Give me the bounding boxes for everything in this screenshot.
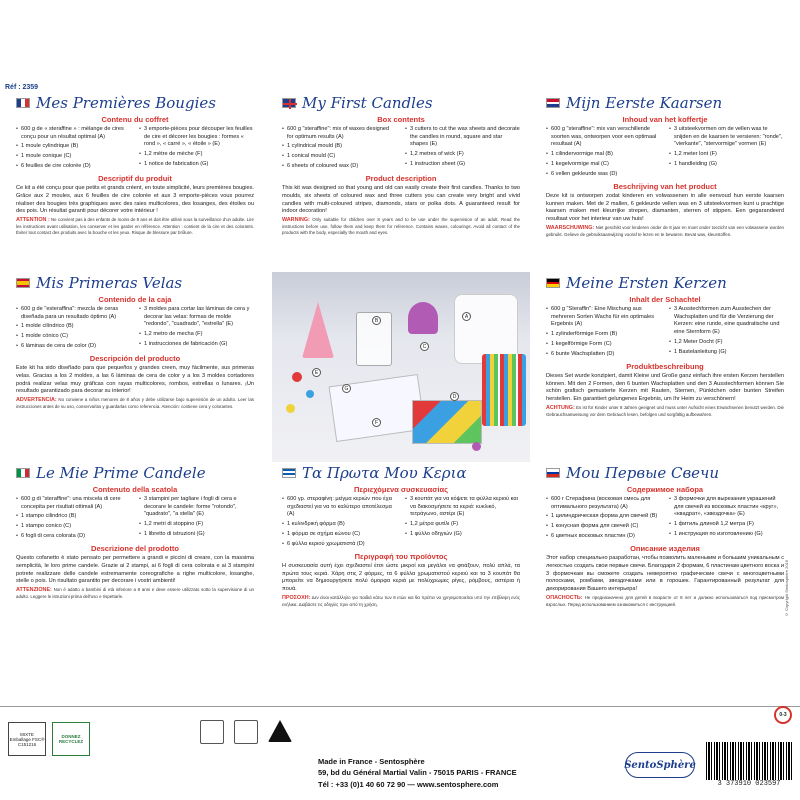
warning-text-es: No conviene a niños menores de 8 años y debe utilizarse bajo supervisión de un adulto. Leer las instrucciones antes de su uso, conservarlas y guardarlas como referencia. Atención: contiene cera y colorantes. <box>16 397 254 410</box>
warning-label-fr: ATTENTION : <box>16 217 50 224</box>
list-item: • 1,2 metri di stoppino (F) <box>139 521 254 529</box>
list-item: • 1 cilindervormige mal (B) <box>546 151 661 159</box>
list-item: • 6 feuilles de cire colorée (D) <box>16 163 131 171</box>
list-item: • 1 φόρμα σε σχήμα κώνου (C) <box>282 531 397 539</box>
description-es: Este kit ha sido diseñado para que pequeños y grandes creen, muy fácilmente, sus primeras velas. Gracias a los 2 moldes, a las 6 láminas de cera de color y a los 3 moldes cortadores podrá realizar velas muy gráficas con rayas multicolores, rombos, estrellas o lunares. ¡Un resultado garantizado para decorar su interior! <box>16 365 254 395</box>
warning-de <box>534 404 796 418</box>
barcode-number: 3 373910 023597 <box>717 780 781 788</box>
photo-label: F <box>372 418 381 427</box>
title-en: My First Candles <box>302 94 433 112</box>
list-item: • 1 инструкция по изготовлению (G) <box>669 531 784 539</box>
safety-pictograms <box>200 720 292 744</box>
contents-heading-es: Contenido de la caja <box>98 295 172 304</box>
title-gr: Τα Πρωτα Μου Κερια <box>302 464 467 482</box>
description-heading-nl: Beschrijving van het product <box>613 181 717 191</box>
warning-text-en: Only suitable for children over 8 years and to be use under the supervision of an adult. Read the instructions before use, follow them and keep them for reference. Contains waxes, colourings. Avoid all contact of the products with the body, especially the mouth and eyes. <box>282 217 520 235</box>
list-item: • 1 φύλλο οδηγιών (G) <box>405 531 520 539</box>
contents-left-en <box>282 126 397 173</box>
list-item: • 600 g di "steraffine": una miscela di cere concepita per risultati ottimali (A) <box>16 496 131 511</box>
contents-left-es <box>16 306 131 353</box>
sentosphere-logo: SentoSphère <box>625 752 695 778</box>
contact: Tél : +33 (0)1 40 60 72 90 — www.sentosphere.com <box>318 779 499 789</box>
list-item: • 600 γρ. στεραφίνη: μείγμα κεριών που έχει σχεδιαστεί για να το καλύτερο αποτέλεσμα (A) <box>282 496 397 519</box>
flag-uk-icon <box>282 98 296 108</box>
contents-left-ru <box>546 496 661 543</box>
made-in-france: Made in France - Sentosphère <box>318 757 425 766</box>
contents-right-nl <box>669 126 784 181</box>
description-heading-gr: Περιγραφή του προϊόντος <box>354 551 448 561</box>
contents-list-es <box>4 306 266 353</box>
warning-text-fr: Ne convient pas à des enfants de moins de 8 ans et doit être utilisé sous la surveillance d'un adulte. Lire les instructions avant utilisation, les conserver et les garder en référence. Attention : contient de la cire et des colorants. Éviter tout contact des produits avec la bouche et les yeux. Risque de blessure par brûlure. <box>16 217 254 235</box>
warning-label-nl: WAARSCHUWING: <box>546 224 595 231</box>
warning-ru <box>534 594 796 608</box>
fsc-logo-icon <box>8 722 46 756</box>
contents-heading-de: Inhalt der Schachtel <box>629 295 701 304</box>
list-item: • 1,2 μέτρα φυτίλι (F) <box>405 521 520 529</box>
cone-mould-image <box>408 302 438 334</box>
list-item: • 1 handleiding (G) <box>669 161 784 169</box>
warning-fr <box>4 216 266 235</box>
list-item: • 1 конусная форма для свечей (C) <box>546 523 661 531</box>
top-margin <box>0 0 800 62</box>
panel-ru <box>534 462 796 608</box>
warning-text-de: Es ist für Kinder unter 8 Jahren geeignet und muss unter Aufsicht eines Erwachsenen benutzt werden. Die Gebrauchsanweisung vor dem Gebrauch lesen, befolgen und sorgfältig aufbewahren. <box>546 404 784 417</box>
age-warning-icon: 0-3 <box>774 706 792 724</box>
contents-list-de <box>534 306 796 361</box>
panel-en <box>270 92 532 236</box>
contents-heading-gr: Περιεχόμενα συσκευασίας <box>354 485 448 494</box>
list-item: • 1 moule cylindrique (B) <box>16 143 131 151</box>
lang-heading-de <box>546 272 796 294</box>
title-ru: Мои Первые Свечи <box>566 464 720 482</box>
list-item: • 6 fogli di cera colorata (D) <box>16 533 131 541</box>
flag-gr-icon <box>282 468 296 478</box>
contents-right-it <box>139 496 254 543</box>
contents-heading-ru: Содержимое набора <box>626 485 704 494</box>
list-item: • 1,2 metro de mecha (F) <box>139 331 254 339</box>
list-item: • 1 molde cónico (C) <box>16 333 131 341</box>
description-en: This kit was designed so that young and old can easily create their first candles. Thanks to two moulds, six sheets of coloured wax and three cutters you can create very bright and vivid candles with multi-coloured stripes, diamonds, stars or polka dots. A guaranteed result for indoor decoration! <box>282 185 520 215</box>
contents-list-gr <box>270 496 532 551</box>
warning-label-es: ADVERTENCIA: <box>16 397 57 404</box>
panel-fr <box>4 92 266 236</box>
contents-right-gr <box>405 496 520 551</box>
contents-heading-it: Contenuto della scatola <box>92 485 178 494</box>
warning-en <box>270 216 532 235</box>
panel-nl <box>534 92 796 237</box>
contents-left-nl <box>546 126 661 181</box>
list-item: • 3 moldes para cortar las láminas de cera y decorar las velas: formas de molde "redondo", "cuadrado", "estrella" (E) <box>139 306 254 329</box>
list-item: • 600 g "Steraffin": Eine Mischung aus mehreren Sorten Wachs für ein optimales Ergebnis (A) <box>546 306 661 329</box>
warning-gr <box>270 594 532 608</box>
list-item: • 3 uitsteekvormen om de vellen was te snijden en de kaarsen te versieren: "ronde", "vierkante", "stervormige" vormen (E) <box>669 126 784 149</box>
title-de: Meine Ersten Kerzen <box>566 274 727 292</box>
contents-left-de <box>546 306 661 361</box>
list-item: • 1 instruction sheet (G) <box>405 161 520 169</box>
list-item: • 600 g "steraffine": mix van verschillende soorten was, ontworpen voor een optimaal resultaat (A) <box>546 126 661 149</box>
wax-sheets-image <box>412 400 482 444</box>
barcode-bars-icon <box>706 742 792 780</box>
striped-candle-image <box>482 354 526 426</box>
lang-heading-nl <box>546 92 796 114</box>
warning-text-it: Non è adatto a bambini di età inferiore a 8 anni e deve essere utilizzato sotto la supervisione di un adulto. Leggere le istruzioni prima dell'uso e rispettarle. <box>16 587 254 600</box>
manufacturer-block <box>318 756 517 790</box>
flag-it-icon <box>16 468 30 478</box>
list-item: • 1 фитиль длиной 1,2 метра (F) <box>669 521 784 529</box>
list-item: • 600 g "steraffine": mix of waxes designed for optimum results (A) <box>282 126 397 141</box>
contents-right-ru <box>669 496 784 543</box>
contents-heading-fr: Contenu du coffret <box>101 115 169 124</box>
list-item: • 1 cylindrical mould (B) <box>282 143 397 151</box>
list-item: • 1 цилиндрическая форма для свечей (B) <box>546 513 661 521</box>
contents-list-fr <box>4 126 266 173</box>
confetti-image <box>292 372 302 382</box>
warning-nl <box>534 224 796 238</box>
list-item: • 3 Ausstechformen zum Ausstechen der Wachsplatten und für die Verzierung der Kerzen: eine runde, eine quadratische und eine Sternform (E) <box>669 306 784 336</box>
footer-divider <box>0 706 800 707</box>
list-item: • 3 формочки для вырезания украшений для свечей из восковых пластин «круг», «квадрат», «звездочка» (E) <box>669 496 784 519</box>
list-item: • 1 conical mould (C) <box>282 153 397 161</box>
description-it: Questo cofanetto è stato pensato per permettere a grandi e piccini di creare, con la massima semplicità, le loro prime candele. Grazie ai 2 stampi, ai 6 fogli di cera colorata e ai 3 stampini potrete realizzare delle candele estremamente coreografiche a righe multicolore, losanghe, stelle o pois. Un risultato garantito per decorare i vostri ambienti! <box>16 555 254 585</box>
address: 59, bd du Général Martial Valin - 75015 PARIS - FRANCE <box>318 768 517 778</box>
lang-heading-en <box>282 92 532 114</box>
flag-es-icon <box>16 278 30 288</box>
contents-right-de <box>669 306 784 361</box>
description-heading-de: Produktbeschreibung <box>626 361 704 371</box>
contents-right-fr <box>139 126 254 173</box>
eye-protection-icon <box>234 720 258 744</box>
list-item: • 6 цветных восковых пластин (D) <box>546 533 661 541</box>
list-item: • 600 g de "esteraffina": mezcla de ceras diseñada para un resultado óptimo (A) <box>16 306 131 321</box>
list-item: • 1 molde cilíndrico (B) <box>16 323 131 331</box>
barcode <box>706 742 792 794</box>
contents-left-gr <box>282 496 397 551</box>
panel-it <box>4 462 266 600</box>
photo-label: E <box>312 368 321 377</box>
warning-text-gr: Δεν είναι κατάλληλο για παιδιά κάτω των 8 ετών και θα πρέπει να χρησιμοποιείται υπό την επίβλεψη ενός ενήλικα. Διαβάστε τις οδηγίες πριν από τη χρήση. <box>282 594 520 607</box>
photo-label: G <box>342 384 351 393</box>
photo-label: B <box>372 316 381 325</box>
flag-de-icon <box>546 278 560 288</box>
fsc-text: MIXTE Emballage FSC® C151216 <box>9 731 45 747</box>
confetti-image <box>286 404 295 413</box>
panel-de <box>534 272 796 417</box>
description-nl: Deze kit is ontworpen zodat kinderen en volwassenen in alle eenvoud hun eerste kaarsen kunnen maken. Met de 2 mallen, 6 gekleurde vellen was en 3 uitsteekvormen kunt u prachtige kaarsen maken met kleurrijke strepen, diamanten, sterren of stippen. Een gegarandeerd resultaat voor het interieur van uw huis! <box>546 192 784 222</box>
flag-ru-icon <box>546 468 560 478</box>
contents-list-it <box>4 496 266 543</box>
title-nl: Mijn Eerste Kaarsen <box>566 94 723 112</box>
warning-es <box>4 396 266 410</box>
list-item: • 600 g de « steraffine » : mélange de cires conçu pour un résultat optimal (A) <box>16 126 131 141</box>
list-item: • 1 zylinderförmige Form (B) <box>546 331 661 339</box>
photo-label: A <box>462 312 471 321</box>
lang-heading-ru <box>546 462 796 484</box>
photo-label: C <box>420 342 429 351</box>
warning-triangle-icon <box>268 720 292 742</box>
list-item: • 600 г Стерафина (восковая смесь для оптимального результата) (A) <box>546 496 661 511</box>
list-item: • 3 stampini per tagliare i fogli di cera e decorare le candele: forme "rotondo", "quadrato", "a stella" (E) <box>139 496 254 519</box>
list-item: • 1 Bastelanleitung (G) <box>669 349 784 357</box>
contents-right-es <box>139 306 254 353</box>
warning-text-nl: Niet geschikt voor kinderen onder de 8 jaar en moet onder toezicht van een volwassene worden gebruikt. Gelieve de gebruiksaanwijzing vooraf te lezen en te bewaren. Bevat was, kleurstoffen. <box>546 224 784 237</box>
contents-heading-en: Box contents <box>377 115 425 124</box>
recycle-text: DONNEZ RECYCLEZ <box>58 734 84 744</box>
confetti-image <box>472 442 481 451</box>
title-it: Le Mie Prime Candele <box>36 464 206 482</box>
contents-list-nl <box>534 126 796 181</box>
list-item: • 1 notice de fabrication (G) <box>139 161 254 169</box>
warning-label-de: ACHTUNG: <box>546 404 575 411</box>
list-item: • 1,2 Meter Docht (F) <box>669 339 784 347</box>
contents-heading-nl: Inhoud van het koffertje <box>622 115 708 124</box>
list-item: • 1 stampo cilindrico (B) <box>16 513 131 521</box>
list-item: • 1 stampo conico (C) <box>16 523 131 531</box>
list-item: • 3 cutters to cut the wax sheets and decorate the candles in round, square and star shapes (E) <box>405 126 520 149</box>
reference-number: Réf : 2359 <box>5 84 39 91</box>
list-item: • 3 κουπάτ για να κόψετε τα φύλλα κεριού και να διακοσμήσετε τα κεριά: κυκλικό, τετράγωνο, αστέρι (E) <box>405 496 520 519</box>
panel-gr <box>270 462 532 607</box>
warning-label-ru: ОПАСНОСТЬ: <box>546 594 583 601</box>
description-heading-en: Product description <box>365 174 437 184</box>
lang-heading-es <box>16 272 266 294</box>
contents-left-it <box>16 496 131 543</box>
no-flame-icon <box>200 720 224 744</box>
list-item: • 6 bunte Wachsplatten (D) <box>546 351 661 359</box>
list-item: • 1 moule conique (C) <box>16 153 131 161</box>
list-item: • 1,2 mètre de mèche (F) <box>139 151 254 159</box>
flag-nl-icon <box>546 98 560 108</box>
copyright: © Copyright Sentosphère 2016 <box>784 560 789 618</box>
list-item: • 1 kegelförmige Form (C) <box>546 341 661 349</box>
list-item: • 1 instrucciones de fabricación (G) <box>139 341 254 349</box>
confetti-image <box>306 390 314 398</box>
description-fr: Ce kit a été conçu pour que petits et grands créent, en toute simplicité, leurs premières bougies. Grâce aux 2 moules, aux 6 feuilles de cire colorée et aux 3 emporte-pièces vous pourrez réaliser des bougies très graphiques avec des raies multicolores, des losanges, des étoiles ou des pois. Un résultat garanti pour décorer votre intérieur ! <box>16 185 254 215</box>
recycle-logo-icon <box>52 722 90 756</box>
list-item: • 6 láminas de cera de color (D) <box>16 343 131 351</box>
certification-logos <box>8 722 90 756</box>
flag-fr-icon <box>16 98 30 108</box>
lang-heading-gr <box>282 462 532 484</box>
description-de: Dieses Set wurde konzipiert, damit Kleine und Große ganz einfach ihre ersten Kerzen herstellen können. Mit den 2 Formen, den 6 bunten Wachsplatten und den 3 Ausstechformen können Sie schön grafisch gemusterte Kerzen mit Rauten, Sternen, Pünktchen oder bunten Streifen herstellen. Ein garantiert gelungenes Ergebnis, um Ihr Heim zu verschönern! <box>546 372 784 402</box>
contents-right-en <box>405 126 520 173</box>
description-heading-fr: Descriptif du produit <box>98 174 172 184</box>
title-es: Mis Primeras Velas <box>36 274 183 292</box>
panel-es <box>4 272 266 410</box>
description-ru: Этот набор специально разработан, чтобы позволить маленьким и большим уникальным с легкостью создать свои первые свечи. Благодаря 2 формам, 6 пластинам цветного воска и 3 формочкам вы сможете создать невероятно графические свечи с многоцветными полосками, ромбами, звездочками или в горошек. Гарантированный результат для декорирования Вашего интерьера! <box>546 555 784 593</box>
title-fr: Mes Premières Bougies <box>36 94 216 112</box>
contents-list-ru <box>534 496 796 543</box>
list-item: • 1,2 meter lont (F) <box>669 151 784 159</box>
list-item: • 1 κυλινδρική φόρμα (B) <box>282 521 397 529</box>
list-item: • 1 kegelvormige mal (C) <box>546 161 661 169</box>
lang-heading-it <box>16 462 266 484</box>
warning-it <box>4 586 266 600</box>
cone-candle-image <box>302 302 334 358</box>
photo-label: D <box>450 392 459 401</box>
list-item: • 1,2 metres of wick (F) <box>405 151 520 159</box>
contents-list-en <box>270 126 532 173</box>
description-gr: Η συσκευασία αυτή έχει σχεδιαστεί έτσι ώστε μικροί και μεγάλοι να φτιάξουν, πολύ απλά, τα πρώτα τους κεριά. Χάρη στις 2 φόρμες, τα 6 φύλλα χρωματιστού κεριού και τα 3 κουπάτ θα μπορείτε να δημιουργήσετε πολύ όμορφα κεριά με πολύχρωμες ρίγες, ρόμβους, αστέρια ή πουά. <box>282 562 520 592</box>
description-heading-es: Descripción del producto <box>89 354 181 364</box>
list-item: • 1 libretto di istruzioni (G) <box>139 531 254 539</box>
product-photo <box>272 272 530 462</box>
description-heading-ru: Описание изделия <box>630 544 700 554</box>
warning-label-gr: ΠΡΟΣΟΧΗ: <box>282 594 311 601</box>
contents-left-fr <box>16 126 131 173</box>
description-heading-it: Descrizione del prodotto <box>91 544 179 554</box>
list-item: • 6 φύλλα κεριού χρωματιστά (D) <box>282 541 397 549</box>
lang-heading-fr <box>16 92 266 114</box>
list-item: • 6 vellen gekleurde was (D) <box>546 171 661 179</box>
list-item: • 6 sheets of coloured wax (D) <box>282 163 397 171</box>
warning-text-ru: Не предназначено для детей в возрасте от 8 лет и должно использоваться под присмотром взрослых. Перед использованием ознакомиться с инструкцией. <box>546 594 784 607</box>
warning-label-en: WARNING: <box>282 217 310 224</box>
list-item: • 3 emporte-pièces pour découper les feuilles de cire et décorer les bougies : formes « rond », « carré », « étoile » (E) <box>139 126 254 149</box>
warning-label-it: ATTENZIONE: <box>16 587 52 594</box>
